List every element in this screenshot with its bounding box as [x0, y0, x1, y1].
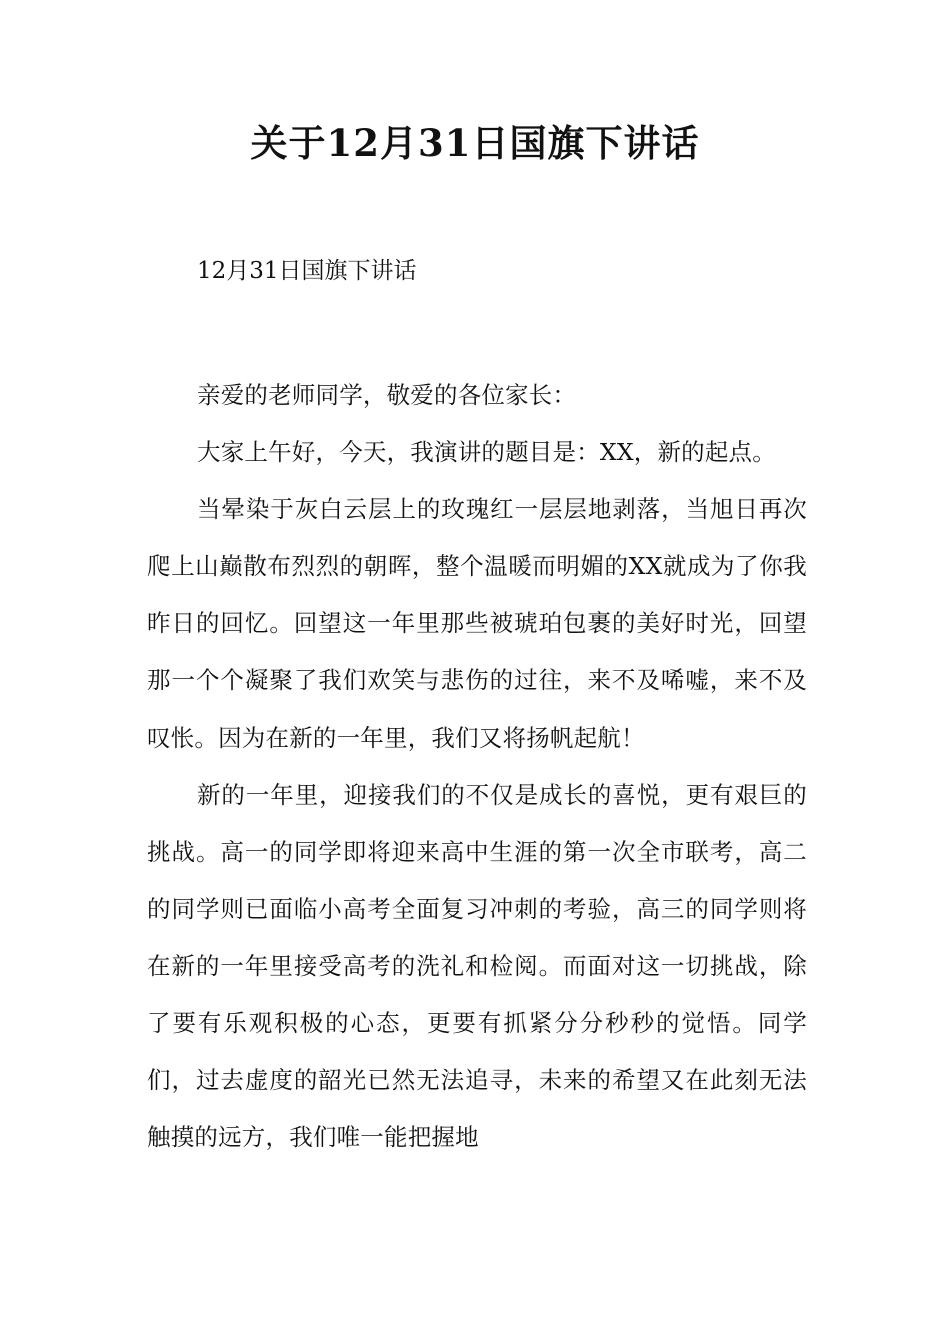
document-title: 关于12月31日国旗下讲话: [250, 121, 700, 165]
document-subtitle: 12月31日国旗下讲话: [197, 258, 417, 284]
document-body: [147, 367, 807, 1166]
paragraph: 新的一年里，迎接我们的不仅是成长的喜悦，更有艰巨的挑战。高一的同学即将迎来高中生涯的第一次全市联考，高二的同学则已面临小高考全面复习冲刺的考验，高三的同学则将在新的一年里接受高考的洗礼和检阅。而面对这一切挑战，除了要有乐观积极的心态，更要有抓紧分分秒秒的觉悟。同学们，过去虚度的韶光已然无法追寻，未来的希望又在此刻无法触摸的远方，我们唯一能把握地: [147, 780, 807, 1152]
paragraph-intro: 大家上午好，今天，我演讲的题目是：XX，新的起点。: [197, 438, 776, 467]
paragraph-greeting: 亲爱的老师同学，敬爱的各位家长：: [197, 381, 577, 409]
paragraph: 当晕染于灰白云层上的玫瑰红一层层地剥落，当旭日再次爬上山巅散布烈烈的朝晖，整个温暖而明媚的XX就成为了你我昨日的回忆。回望这一年里那些被琥珀包裹的美好时光，回望那一个个凝聚了我们欢笑与悲伤的过往，来不及唏嘘，来不及叹怅。因为在新的一年里，我们又将扬帆起航！: [147, 495, 807, 752]
